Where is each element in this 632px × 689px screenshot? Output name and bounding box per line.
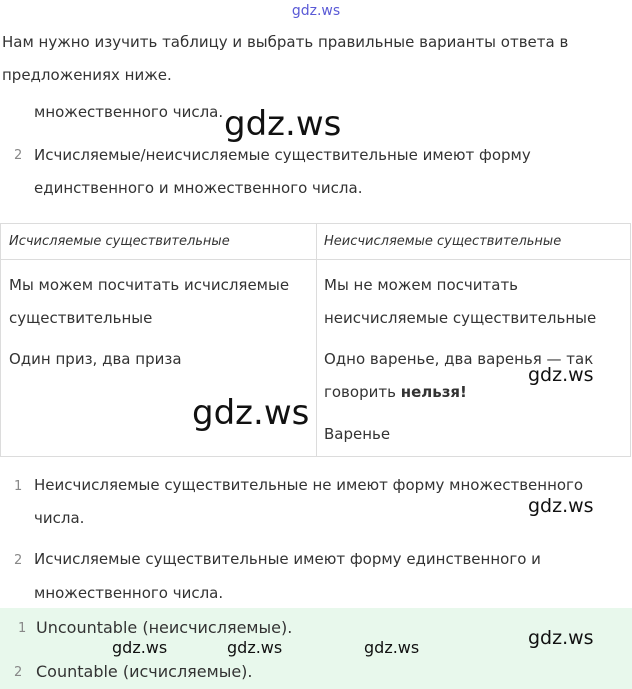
watermark-large-1: gdz.ws <box>224 104 342 144</box>
example-text-bold: нельзя! <box>400 383 467 401</box>
list-item-continuation: множественного числа. <box>34 103 224 121</box>
watermark-final: gdz.ws <box>528 627 594 649</box>
answer-1-line-2: числа. <box>34 509 85 527</box>
answer-number-2: 2 <box>14 553 23 568</box>
final-number-2: 2 <box>14 665 23 680</box>
watermark-answers: gdz.ws <box>528 495 594 517</box>
watermark-table: gdz.ws <box>528 364 594 386</box>
table-column-divider <box>316 224 317 456</box>
answer-2-line-1: Исчисляемые существительные имеют форму единственного и <box>34 550 541 568</box>
final-answer-2: Countable (исчисляемые). <box>36 662 253 681</box>
watermark-large-2: gdz.ws <box>192 393 310 433</box>
example-text-plain: говорить <box>324 383 401 401</box>
table-cell-uncountable-example-2 <box>324 383 467 401</box>
comparison-table <box>0 223 631 457</box>
answer-number-1: 1 <box>14 479 23 494</box>
intro-line-2: предложениях ниже. <box>2 66 172 84</box>
watermark-top: gdz.ws <box>291 3 341 19</box>
table-header-uncountable: Неисчисляемые существительные <box>324 234 562 249</box>
table-cell-uncountable-example-1: Одно варенье, два варенья — так <box>324 350 594 368</box>
watermark-small-1: gdz.ws <box>112 638 168 657</box>
table-cell-countable-line-1: Мы можем посчитать исчисляемые <box>9 276 290 294</box>
table-cell-uncountable-example-3: Варенье <box>324 425 391 443</box>
table-header-countable: Исчисляемые существительные <box>9 234 230 249</box>
intro-line-1: Нам нужно изучить таблицу и выбрать правильные варианты ответа в <box>2 33 569 51</box>
list-item-text-line-1: Исчисляемые/неисчисляемые существительные имеют форму <box>34 146 531 164</box>
final-number-1: 1 <box>18 621 27 636</box>
watermark-small-2: gdz.ws <box>227 638 283 657</box>
final-answer-1: Uncountable (неисчисляемые). <box>36 618 293 637</box>
list-item-text-line-2: единственного и множественного числа. <box>34 179 363 197</box>
table-cell-uncountable-line-1: Мы не можем посчитать <box>324 276 519 294</box>
table-cell-uncountable-line-2: неисчисляемые существительные <box>324 309 597 327</box>
answer-1-line-1: Неисчисляемые существительные не имеют форму множественного <box>34 476 584 494</box>
watermark-small-3: gdz.ws <box>364 638 420 657</box>
table-cell-countable-line-2: существительные <box>9 309 153 327</box>
table-cell-countable-example: Один приз, два приза <box>9 350 182 368</box>
answer-2-line-2: множественного числа. <box>34 584 224 602</box>
list-item-number: 2 <box>14 148 23 163</box>
